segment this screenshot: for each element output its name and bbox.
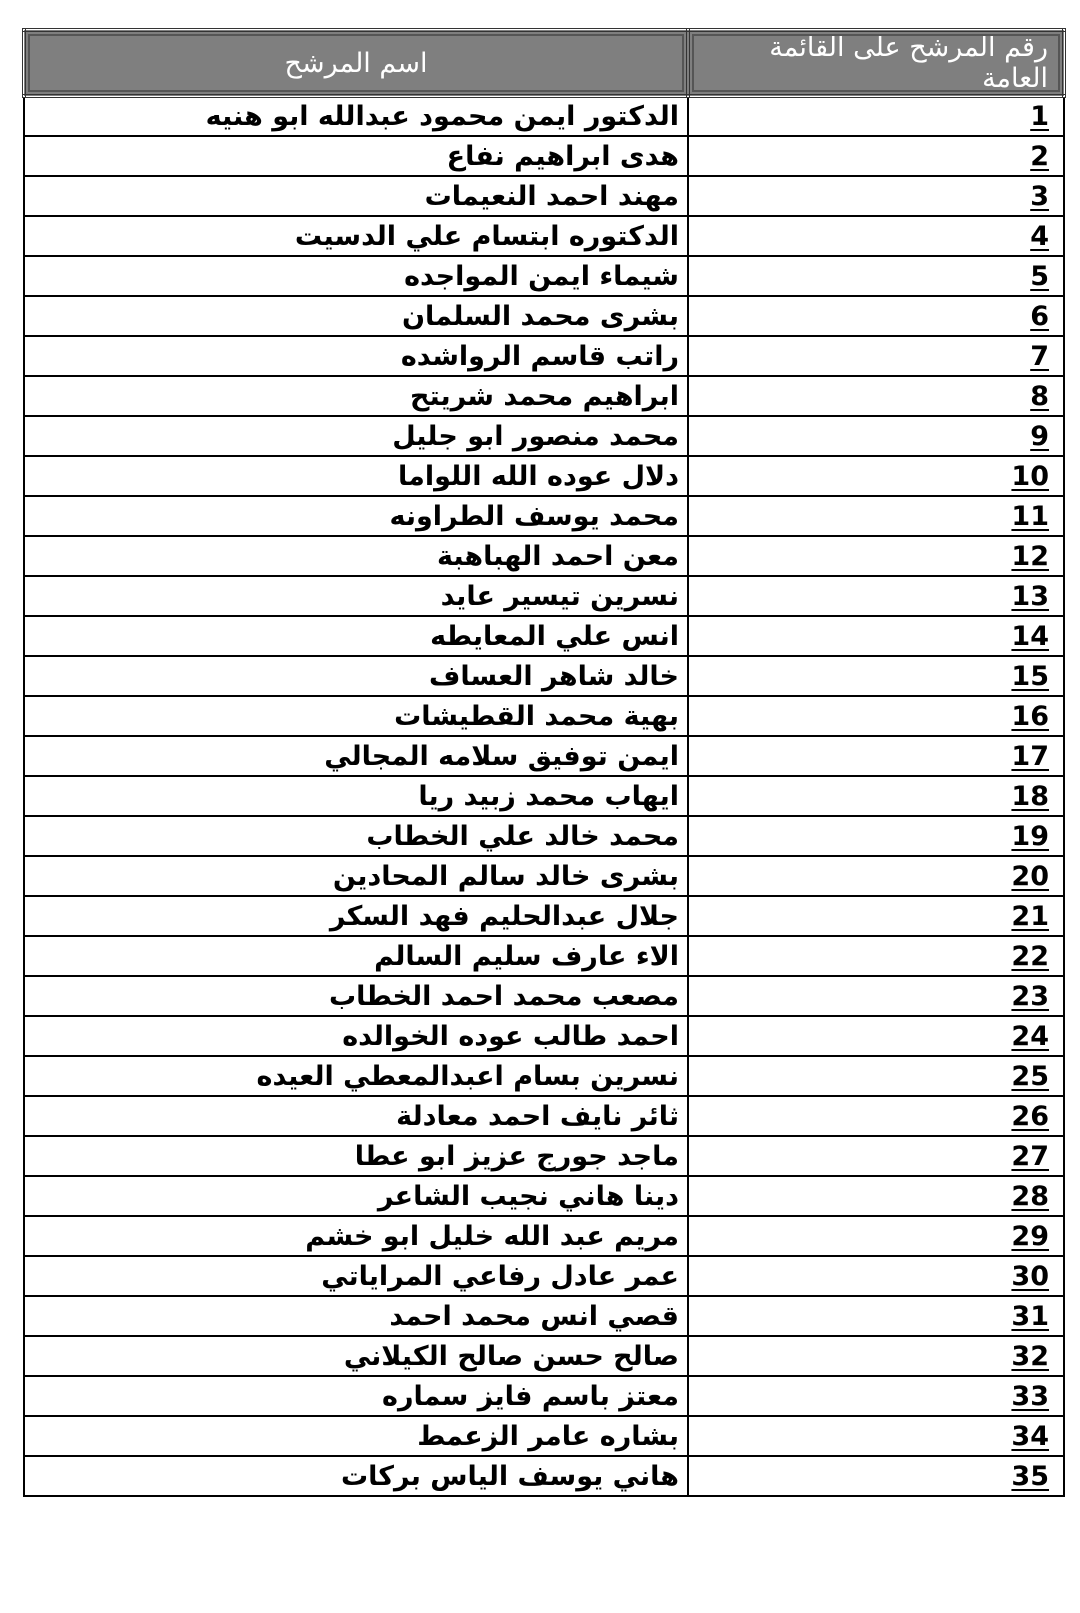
table-row xyxy=(24,216,1064,256)
candidate-name: بشرى خالد سالم المحادين xyxy=(24,856,688,896)
candidate-name: الدكتور ايمن محمود عبدالله ابو هنيه xyxy=(24,96,688,136)
candidate-number: 5 xyxy=(688,256,1064,296)
candidate-name: الدكتوره ابتسام علي الدسيت xyxy=(24,216,688,256)
candidate-name: احمد طالب عوده الخوالده xyxy=(24,1016,688,1056)
candidate-name: صالح حسن صالح الكيلاني xyxy=(24,1336,688,1376)
candidate-number: 30 xyxy=(688,1256,1064,1296)
candidate-name: مصعب محمد احمد الخطاب xyxy=(24,976,688,1016)
table-row xyxy=(24,856,1064,896)
candidate-number: 15 xyxy=(688,656,1064,696)
table-row xyxy=(24,1176,1064,1216)
candidate-number: 16 xyxy=(688,696,1064,736)
candidate-number: 34 xyxy=(688,1416,1064,1456)
candidate-number: 31 xyxy=(688,1296,1064,1336)
candidate-name: راتب قاسم الرواشده xyxy=(24,336,688,376)
candidate-number: 24 xyxy=(688,1016,1064,1056)
candidate-number: 35 xyxy=(688,1456,1064,1496)
candidate-number: 17 xyxy=(688,736,1064,776)
candidate-name: ايمن توفيق سلامه المجالي xyxy=(24,736,688,776)
candidate-number: 22 xyxy=(688,936,1064,976)
table-row xyxy=(24,1136,1064,1176)
candidate-name: بشاره عامر الزعمط xyxy=(24,1416,688,1456)
table-row xyxy=(24,416,1064,456)
candidate-name: شيماء ايمن المواجده xyxy=(24,256,688,296)
candidate-number: 13 xyxy=(688,576,1064,616)
table-row xyxy=(24,536,1064,576)
table-row xyxy=(24,336,1064,376)
table-row xyxy=(24,456,1064,496)
candidate-number: 4 xyxy=(688,216,1064,256)
table-row xyxy=(24,1096,1064,1136)
candidate-name: ماجد جورج عزيز ابو عطا xyxy=(24,1136,688,1176)
table-row xyxy=(24,776,1064,816)
candidate-number: 18 xyxy=(688,776,1064,816)
candidate-number: 2 xyxy=(688,136,1064,176)
table-row xyxy=(24,1296,1064,1336)
table-row xyxy=(24,1256,1064,1296)
table-row xyxy=(24,96,1064,136)
candidate-number: 7 xyxy=(688,336,1064,376)
candidate-name: قصي انس محمد احمد xyxy=(24,1296,688,1336)
table-row xyxy=(24,1376,1064,1416)
candidate-number: 23 xyxy=(688,976,1064,1016)
table-row xyxy=(24,176,1064,216)
column-header-candidate-number: رقم المرشح على القائمة العامة xyxy=(688,30,1064,96)
candidate-name: الاء عارف سليم السالم xyxy=(24,936,688,976)
candidate-name: محمد منصور ابو جليل xyxy=(24,416,688,456)
table-row xyxy=(24,736,1064,776)
table-row xyxy=(24,896,1064,936)
table-row xyxy=(24,1056,1064,1096)
candidate-number: 25 xyxy=(688,1056,1064,1096)
candidate-name: نسرين بسام اعبدالمعطي العيده xyxy=(24,1056,688,1096)
candidate-number: 28 xyxy=(688,1176,1064,1216)
column-header-candidate-name: اسم المرشح xyxy=(24,30,688,96)
table-row xyxy=(24,296,1064,336)
candidate-number: 8 xyxy=(688,376,1064,416)
candidate-number: 27 xyxy=(688,1136,1064,1176)
candidate-number: 33 xyxy=(688,1376,1064,1416)
candidate-number: 11 xyxy=(688,496,1064,536)
candidate-number: 10 xyxy=(688,456,1064,496)
candidate-number: 21 xyxy=(688,896,1064,936)
candidate-number: 9 xyxy=(688,416,1064,456)
table-row xyxy=(24,136,1064,176)
candidate-number: 14 xyxy=(688,616,1064,656)
candidate-number: 26 xyxy=(688,1096,1064,1136)
candidate-name: انس علي المعايطه xyxy=(24,616,688,656)
table-row xyxy=(24,696,1064,736)
table-row xyxy=(24,376,1064,416)
candidate-name: ايهاب محمد زبيد ريا xyxy=(24,776,688,816)
table-row xyxy=(24,656,1064,696)
table-header xyxy=(24,30,1064,96)
candidate-name: جلال عبدالحليم فهد السكر xyxy=(24,896,688,936)
candidate-number: 6 xyxy=(688,296,1064,336)
candidate-number: 19 xyxy=(688,816,1064,856)
candidate-name: نسرين تيسير عايد xyxy=(24,576,688,616)
candidate-name: محمد يوسف الطراونه xyxy=(24,496,688,536)
candidate-name: هاني يوسف الياس بركات xyxy=(24,1456,688,1496)
candidate-number: 29 xyxy=(688,1216,1064,1256)
table-row xyxy=(24,816,1064,856)
candidate-number: 12 xyxy=(688,536,1064,576)
candidate-name: مريم عبد الله خليل ابو خشم xyxy=(24,1216,688,1256)
candidate-name: ثائر نايف احمد معادلة xyxy=(24,1096,688,1136)
candidate-name: دينا هاني نجيب الشاعر xyxy=(24,1176,688,1216)
table-row xyxy=(24,496,1064,536)
candidate-name: خالد شاهر العساف xyxy=(24,656,688,696)
candidate-name: بشرى محمد السلمان xyxy=(24,296,688,336)
table-row xyxy=(24,1416,1064,1456)
candidate-number: 32 xyxy=(688,1336,1064,1376)
candidate-name: ابراهيم محمد شريتح xyxy=(24,376,688,416)
candidate-list-page xyxy=(22,28,1062,1497)
table-row xyxy=(24,1456,1064,1496)
candidates-table xyxy=(22,28,1066,1497)
candidate-name: هدى ابراهيم نفاع xyxy=(24,136,688,176)
candidate-number: 3 xyxy=(688,176,1064,216)
candidate-name: محمد خالد علي الخطاب xyxy=(24,816,688,856)
table-body xyxy=(24,96,1064,1496)
table-row xyxy=(24,256,1064,296)
candidate-name: مهند احمد النعيمات xyxy=(24,176,688,216)
table-row xyxy=(24,576,1064,616)
table-row xyxy=(24,976,1064,1016)
candidate-name: بهية محمد القطيشات xyxy=(24,696,688,736)
table-row xyxy=(24,616,1064,656)
candidate-name: دلال عوده الله اللواما xyxy=(24,456,688,496)
candidate-number: 1 xyxy=(688,96,1064,136)
table-row xyxy=(24,936,1064,976)
candidate-name: معن احمد الهباهبة xyxy=(24,536,688,576)
candidate-number: 20 xyxy=(688,856,1064,896)
header-row xyxy=(24,30,1064,96)
table-row xyxy=(24,1016,1064,1056)
table-row xyxy=(24,1336,1064,1376)
candidate-name: عمر عادل رفاعي المراياتي xyxy=(24,1256,688,1296)
candidate-name: معتز باسم فايز سماره xyxy=(24,1376,688,1416)
table-row xyxy=(24,1216,1064,1256)
